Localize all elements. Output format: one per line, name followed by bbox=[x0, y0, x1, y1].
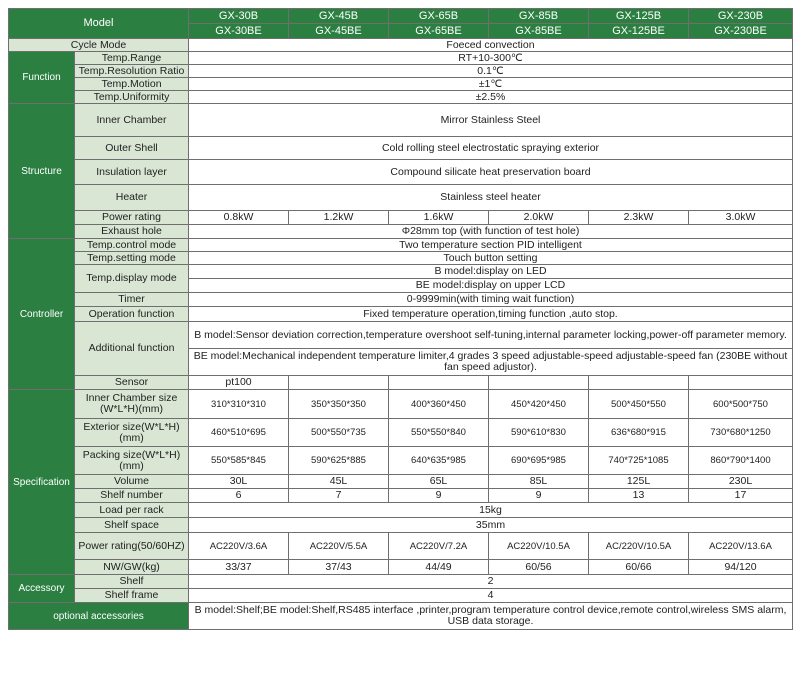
model-be-3: GX-65BE bbox=[389, 24, 489, 39]
packing-size-row bbox=[9, 447, 793, 475]
model-b-5: GX-125B bbox=[589, 9, 689, 24]
sensor-empty bbox=[389, 376, 489, 390]
weight-value: 60/56 bbox=[489, 560, 589, 575]
accessory-frame-label: Shelf frame bbox=[75, 589, 189, 603]
insulation-value: Compound silicate heat preservation board bbox=[189, 160, 793, 185]
accessory-group-label: Accessory bbox=[9, 575, 75, 603]
exhaust-label: Exhaust hole bbox=[75, 225, 189, 239]
additional-label: Additional function bbox=[75, 322, 189, 376]
cycle-mode-value: Foeced convection bbox=[189, 39, 793, 52]
shelf-number-value: 9 bbox=[489, 489, 589, 503]
exhaust-row bbox=[9, 225, 793, 239]
shelf-space-value: 35mm bbox=[189, 518, 793, 533]
model-be-1: GX-30BE bbox=[189, 24, 289, 39]
weight-value: 37/43 bbox=[289, 560, 389, 575]
outer-shell-row bbox=[9, 137, 793, 160]
display-mode-row bbox=[9, 265, 793, 279]
exterior-size-value: 636*680*915 bbox=[589, 419, 689, 447]
shelf-number-value: 6 bbox=[189, 489, 289, 503]
control-mode-value: Two temperature section PID intelligent bbox=[189, 239, 793, 252]
heater-label: Heater bbox=[75, 185, 189, 211]
optional-row bbox=[9, 603, 793, 630]
power-rating-label: Power rating bbox=[75, 211, 189, 225]
function-label: Temp.Uniformity bbox=[75, 91, 189, 104]
inner-size-label: Inner Chamber size (W*L*H)(mm) bbox=[75, 390, 189, 419]
weight-value: 94/120 bbox=[689, 560, 793, 575]
packing-size-value: 640*635*985 bbox=[389, 447, 489, 475]
sensor-row bbox=[9, 376, 793, 390]
timer-value: 0-9999min(with timing wait function) bbox=[189, 293, 793, 307]
controller-group-label: Controller bbox=[9, 239, 75, 390]
function-row bbox=[9, 52, 793, 65]
model-be-2: GX-45BE bbox=[289, 24, 389, 39]
shelf-number-value: 9 bbox=[389, 489, 489, 503]
operation-value: Fixed temperature operation,timing function ,auto stop. bbox=[189, 307, 793, 322]
optional-label: optional accessories bbox=[9, 603, 189, 630]
model-be-4: GX-85BE bbox=[489, 24, 589, 39]
outer-shell-value: Cold rolling steel electrostatic spraying exterior bbox=[189, 137, 793, 160]
function-value: ±2.5% bbox=[189, 91, 793, 104]
spec-power-value: AC220V/5.5A bbox=[289, 533, 389, 560]
power-rating-value: 0.8kW bbox=[189, 211, 289, 225]
power-rating-value: 1.6kW bbox=[389, 211, 489, 225]
inner-size-value: 350*350*350 bbox=[289, 390, 389, 419]
spec-power-label: Power rating(50/60HZ) bbox=[75, 533, 189, 560]
volume-value: 230L bbox=[689, 475, 793, 489]
volume-label: Volume bbox=[75, 475, 189, 489]
spec-power-value: AC220V/7.2A bbox=[389, 533, 489, 560]
accessory-shelf-label: Shelf bbox=[75, 575, 189, 589]
inner-size-value: 500*450*550 bbox=[589, 390, 689, 419]
function-value: ±1℃ bbox=[189, 78, 793, 91]
volume-value: 30L bbox=[189, 475, 289, 489]
heater-value: Stainless steel heater bbox=[189, 185, 793, 211]
function-value: 0.1℃ bbox=[189, 65, 793, 78]
insulation-row bbox=[9, 160, 793, 185]
shelf-space-label: Shelf space bbox=[75, 518, 189, 533]
shelf-number-value: 7 bbox=[289, 489, 389, 503]
accessory-shelf-value: 2 bbox=[189, 575, 793, 589]
model-b-2: GX-45B bbox=[289, 9, 389, 24]
power-rating-value: 1.2kW bbox=[289, 211, 389, 225]
control-mode-label: Temp.control mode bbox=[75, 239, 189, 252]
sensor-value: pt100 bbox=[189, 376, 289, 390]
function-row bbox=[9, 78, 793, 91]
inner-chamber-row bbox=[9, 104, 793, 137]
exterior-size-value: 550*550*840 bbox=[389, 419, 489, 447]
sensor-empty bbox=[489, 376, 589, 390]
exterior-size-value: 460*510*695 bbox=[189, 419, 289, 447]
inner-chamber-value: Mirror Stainless Steel bbox=[189, 104, 793, 137]
setting-mode-value: Touch button setting bbox=[189, 252, 793, 265]
power-rating-value: 2.3kW bbox=[589, 211, 689, 225]
volume-value: 85L bbox=[489, 475, 589, 489]
inner-size-value: 400*360*450 bbox=[389, 390, 489, 419]
display-mode-be: BE model:display on upper LCD bbox=[189, 279, 793, 293]
accessory-shelf-row bbox=[9, 575, 793, 589]
display-mode-b: B model:display on LED bbox=[189, 265, 793, 279]
exterior-size-row bbox=[9, 419, 793, 447]
accessory-frame-value: 4 bbox=[189, 589, 793, 603]
sensor-label: Sensor bbox=[75, 376, 189, 390]
specification-group-label: Specification bbox=[9, 390, 75, 575]
model-b-3: GX-65B bbox=[389, 9, 489, 24]
weight-label: NW/GW(kg) bbox=[75, 560, 189, 575]
inner-size-value: 310*310*310 bbox=[189, 390, 289, 419]
function-value: RT+10-300℃ bbox=[189, 52, 793, 65]
power-rating-value: 3.0kW bbox=[689, 211, 793, 225]
sensor-empty bbox=[289, 376, 389, 390]
spec-power-value: AC220V/10.5A bbox=[489, 533, 589, 560]
power-rating-row bbox=[9, 211, 793, 225]
volume-row bbox=[9, 475, 793, 489]
shelf-number-row bbox=[9, 489, 793, 503]
display-mode-label: Temp.display mode bbox=[75, 265, 189, 293]
outer-shell-label: Outer Shell bbox=[75, 137, 189, 160]
spec-power-value: AC/220V/10.5A bbox=[589, 533, 689, 560]
model-b-4: GX-85B bbox=[489, 9, 589, 24]
model-b-6: GX-230B bbox=[689, 9, 793, 24]
heater-row bbox=[9, 185, 793, 211]
cycle-mode-row bbox=[9, 39, 793, 52]
additional-row bbox=[9, 322, 793, 349]
packing-size-value: 860*790*1400 bbox=[689, 447, 793, 475]
header-row-b bbox=[9, 9, 793, 24]
load-row bbox=[9, 503, 793, 518]
function-group-label: Function bbox=[9, 52, 75, 104]
spec-power-value: AC220V/3.6A bbox=[189, 533, 289, 560]
exhaust-value: Φ28mm top (with function of test hole) bbox=[189, 225, 793, 239]
function-row bbox=[9, 91, 793, 104]
spec-power-value: AC220V/13.6A bbox=[689, 533, 793, 560]
exterior-size-value: 500*550*735 bbox=[289, 419, 389, 447]
timer-row bbox=[9, 293, 793, 307]
power-rating-value: 2.0kW bbox=[489, 211, 589, 225]
inner-chamber-label: Inner Chamber bbox=[75, 104, 189, 137]
model-be-5: GX-125BE bbox=[589, 24, 689, 39]
model-label: Model bbox=[9, 9, 189, 39]
function-label: Temp.Resolution Ratio bbox=[75, 65, 189, 78]
additional-be: BE model:Mechanical independent temperature limiter,4 grades 3 speed adjustable-speed adjustable-speed fan (230BE without fan speed adjustor). bbox=[189, 349, 793, 376]
packing-size-value: 590*625*885 bbox=[289, 447, 389, 475]
shelf-space-row bbox=[9, 518, 793, 533]
volume-value: 45L bbox=[289, 475, 389, 489]
model-b-1: GX-30B bbox=[189, 9, 289, 24]
volume-value: 125L bbox=[589, 475, 689, 489]
packing-size-value: 550*585*845 bbox=[189, 447, 289, 475]
control-mode-row bbox=[9, 239, 793, 252]
additional-b: B model:Sensor deviation correction,temperature overshoot self-tuning,internal parameter locking,power-off parameter memory. bbox=[189, 322, 793, 349]
structure-group-label: Structure bbox=[9, 104, 75, 239]
packing-size-label: Packing size(W*L*H) (mm) bbox=[75, 447, 189, 475]
accessory-frame-row bbox=[9, 589, 793, 603]
shelf-number-value: 17 bbox=[689, 489, 793, 503]
load-label: Load per rack bbox=[75, 503, 189, 518]
shelf-number-label: Shelf number bbox=[75, 489, 189, 503]
spec-table bbox=[8, 8, 793, 630]
function-label: Temp.Motion bbox=[75, 78, 189, 91]
exterior-size-value: 590*610*830 bbox=[489, 419, 589, 447]
operation-label: Operation function bbox=[75, 307, 189, 322]
shelf-number-value: 13 bbox=[589, 489, 689, 503]
function-label: Temp.Range bbox=[75, 52, 189, 65]
inner-size-row bbox=[9, 390, 793, 419]
optional-value: B model:Shelf;BE model:Shelf,RS485 interface ,printer,program temperature control device,remote control,wireless SMS alarm, USB data storage. bbox=[189, 603, 793, 630]
insulation-label: Insulation layer bbox=[75, 160, 189, 185]
sensor-empty bbox=[589, 376, 689, 390]
setting-mode-row bbox=[9, 252, 793, 265]
exterior-size-label: Exterior size(W*L*H) (mm) bbox=[75, 419, 189, 447]
cycle-mode-label: Cycle Mode bbox=[9, 39, 189, 52]
weight-value: 60/66 bbox=[589, 560, 689, 575]
volume-value: 65L bbox=[389, 475, 489, 489]
inner-size-value: 450*420*450 bbox=[489, 390, 589, 419]
operation-row bbox=[9, 307, 793, 322]
inner-size-value: 600*500*750 bbox=[689, 390, 793, 419]
exterior-size-value: 730*680*1250 bbox=[689, 419, 793, 447]
timer-label: Timer bbox=[75, 293, 189, 307]
weight-value: 33/37 bbox=[189, 560, 289, 575]
sensor-empty bbox=[689, 376, 793, 390]
model-be-6: GX-230BE bbox=[689, 24, 793, 39]
setting-mode-label: Temp.setting mode bbox=[75, 252, 189, 265]
packing-size-value: 690*695*985 bbox=[489, 447, 589, 475]
weight-row bbox=[9, 560, 793, 575]
spec-power-row bbox=[9, 533, 793, 560]
load-value: 15kg bbox=[189, 503, 793, 518]
spec-sheet bbox=[8, 8, 792, 630]
function-row bbox=[9, 65, 793, 78]
packing-size-value: 740*725*1085 bbox=[589, 447, 689, 475]
weight-value: 44/49 bbox=[389, 560, 489, 575]
